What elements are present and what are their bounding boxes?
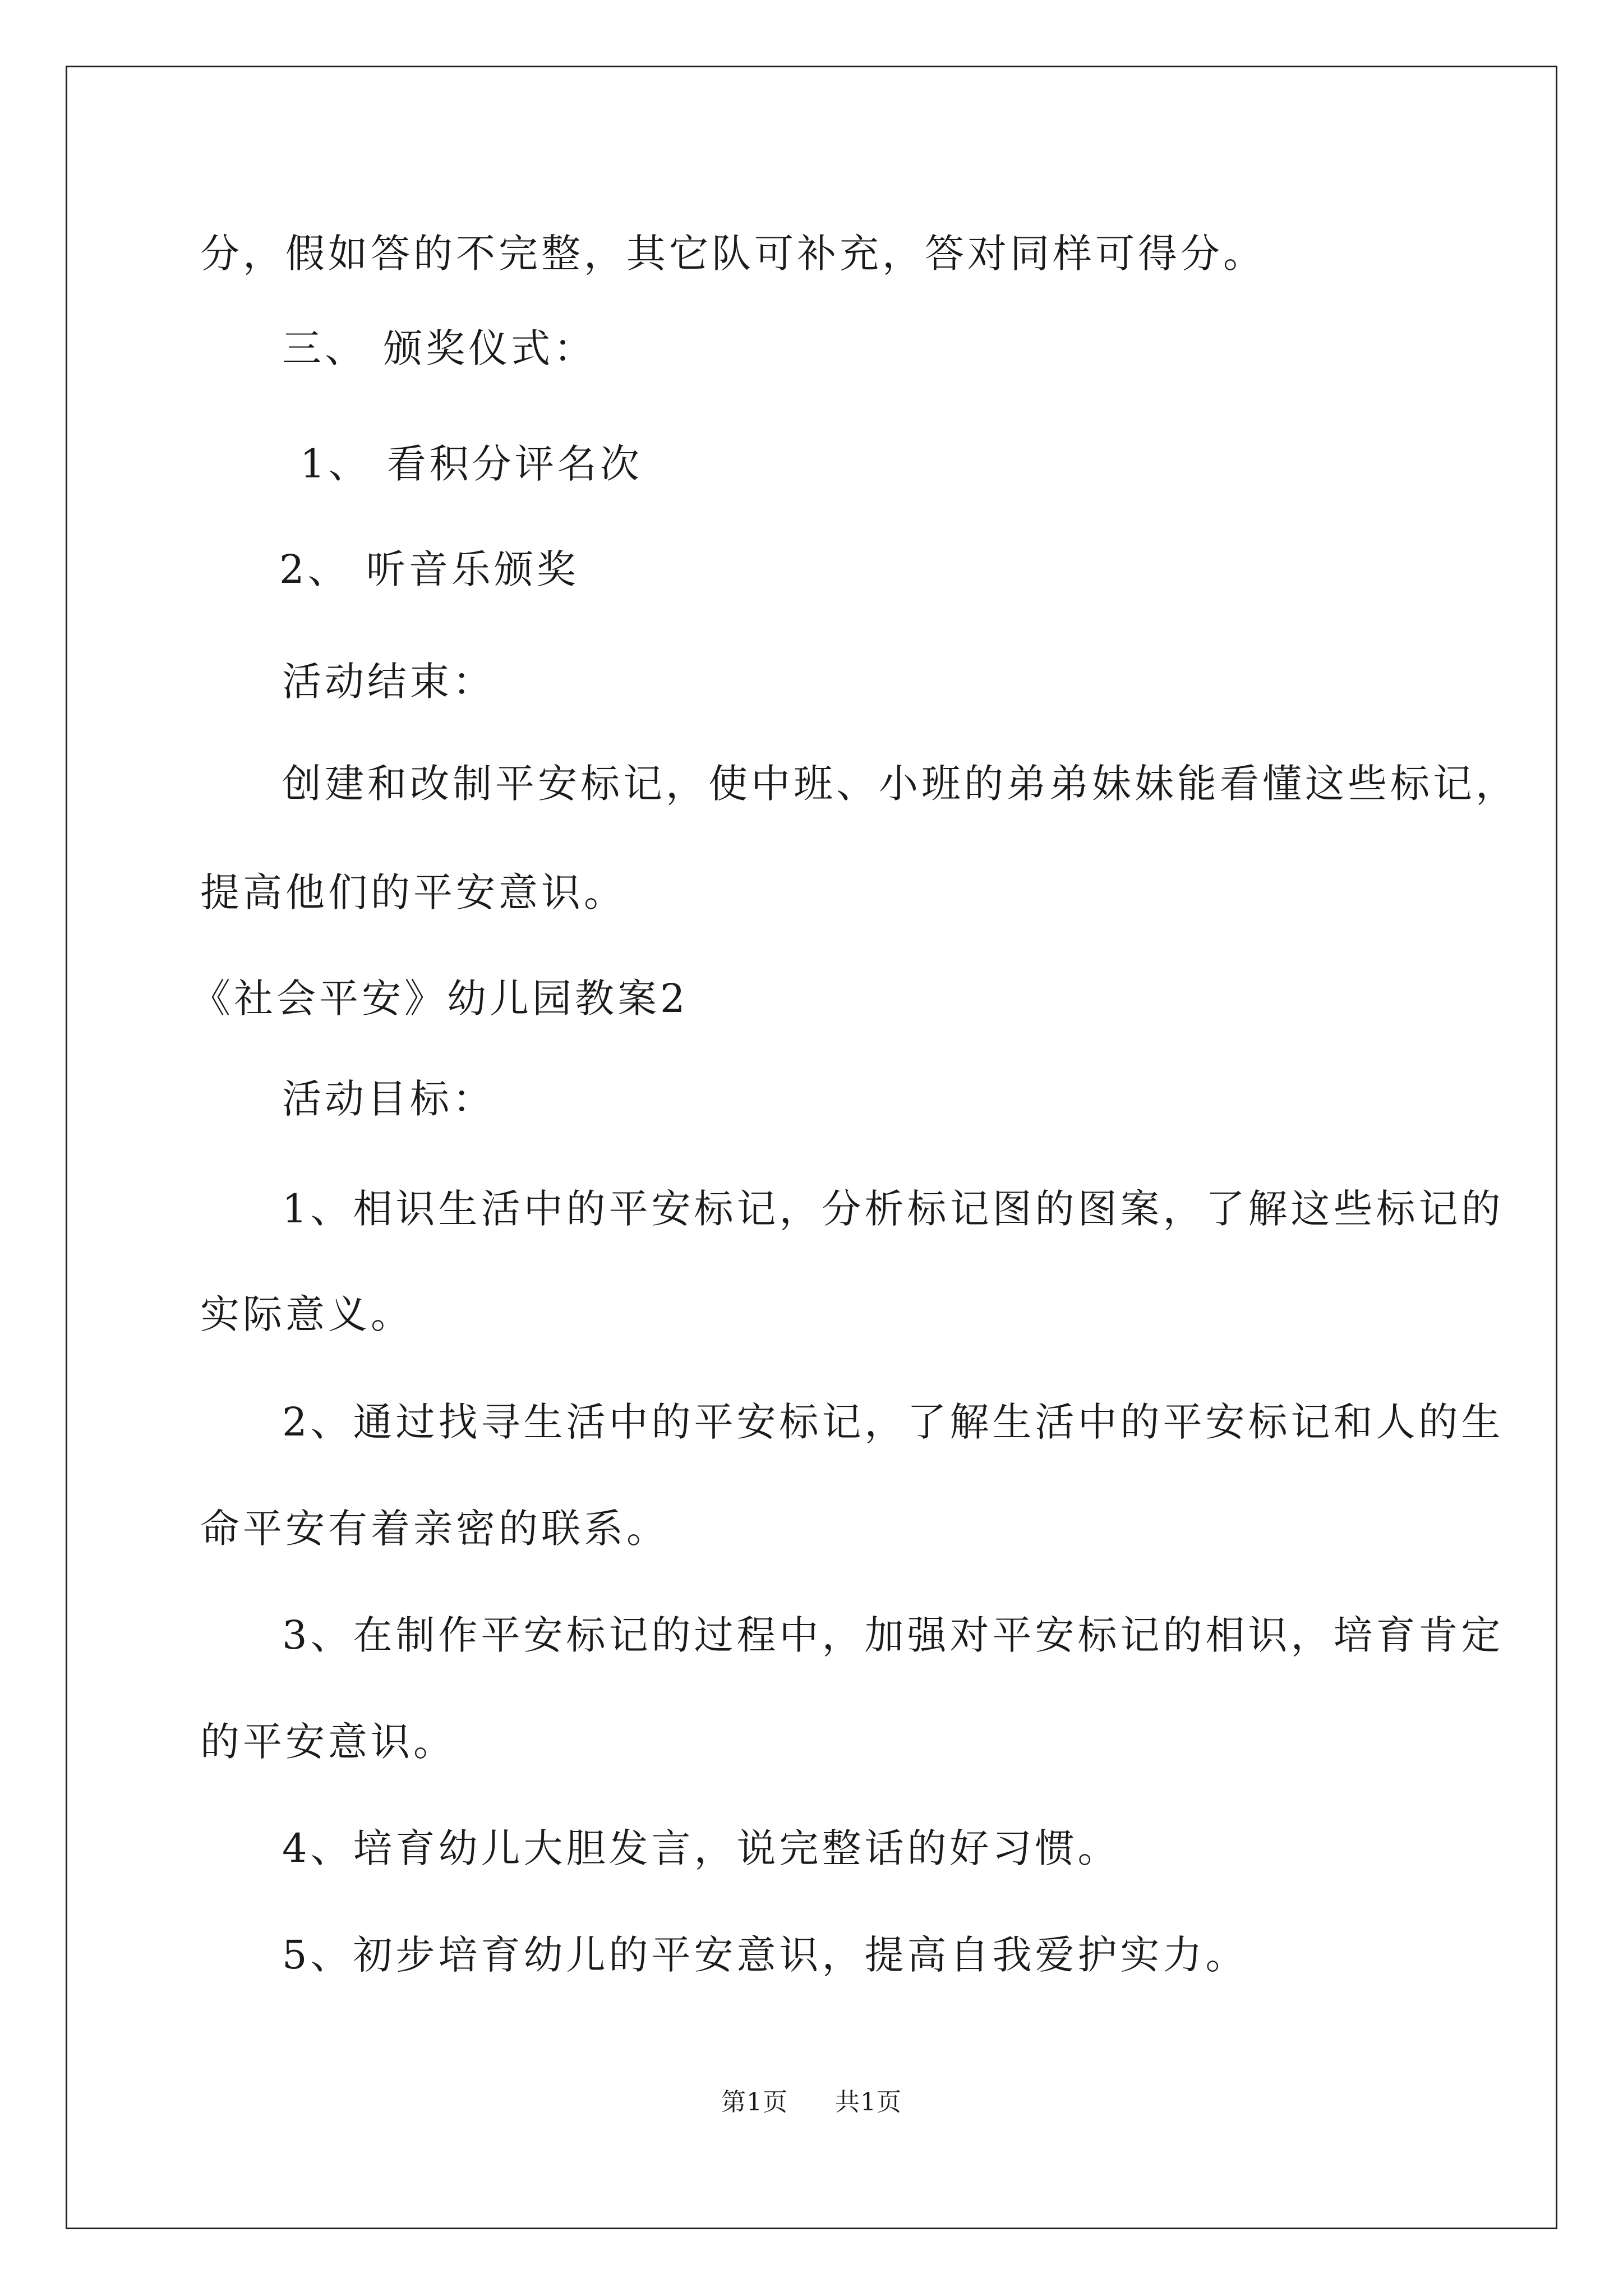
heading-award-ceremony: 三、 颁奖仪式： [282, 325, 597, 371]
goal-4: 4、培育幼儿大胆发言，说完整话的好习惯。 [282, 1825, 1121, 1871]
page-border [66, 66, 1557, 2229]
page-total: 共1页 [835, 2088, 902, 2116]
list-item-music-award: 2、 听音乐颁奖 [279, 546, 579, 592]
goal-3-line-1: 3、在制作平安标记的过程中，加强对平安标记的相识，培育肯定 [282, 1612, 1504, 1658]
paragraph-activity-end-line-2: 提高他们的平安意识。 [200, 869, 626, 915]
goal-1-line-2: 实际意义。 [200, 1291, 413, 1337]
goal-2-line-1: 2、通过找寻生活中的平安标记，了解生活中的平安标记和人的生 [282, 1399, 1504, 1445]
list-item-rank-by-score: 1、 看积分评名次 [300, 441, 643, 487]
goal-3-line-2: 的平安意识。 [200, 1719, 456, 1765]
goal-1-line-1: 1、相识生活中的平安标记，分析标记图的图案，了解这些标记的 [282, 1186, 1504, 1232]
section-title-lesson-plan-2: 《社会平安》幼儿园教案2 [191, 976, 689, 1022]
goal-2-line-2: 命平安有着亲密的联系。 [200, 1506, 669, 1552]
page-footer [0, 2086, 1623, 2119]
heading-activity-end: 活动结束： [282, 659, 495, 705]
goal-5: 5、初步培育幼儿的平安意识，提高自我爱护实力。 [282, 1932, 1248, 1978]
paragraph-activity-end-line-1: 创建和改制平安标记，使中班、小班的弟弟妹妹能看懂这些标记， [282, 761, 1518, 807]
heading-activity-goals: 活动目标： [282, 1076, 495, 1122]
paragraph-scoring-continuation: 分，假如答的不完整，其它队可补充，答对同样可得分。 [200, 231, 1266, 277]
page-number: 第1页 [721, 2088, 788, 2116]
